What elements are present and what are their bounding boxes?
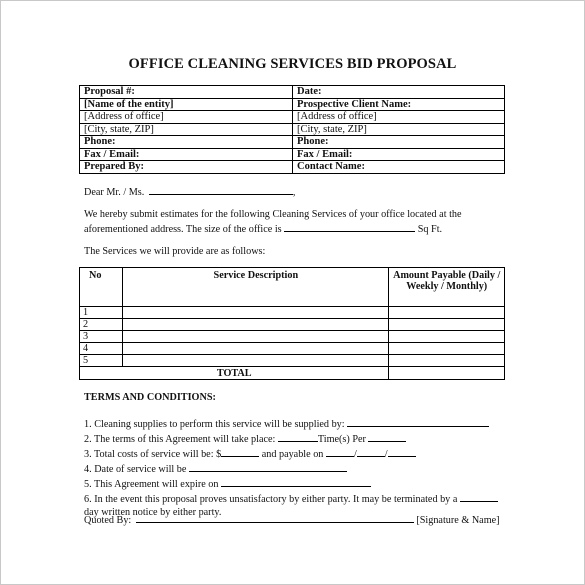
info-row bbox=[80, 86, 505, 99]
term-item-6-cont: day written notice by either party. bbox=[84, 506, 222, 518]
term-item-3: 3. Total costs of service will be: $ and payable on / / bbox=[84, 446, 514, 461]
header-no: No bbox=[80, 268, 123, 307]
salutation-comma: , bbox=[292, 187, 296, 198]
service-row-number: 3 bbox=[80, 331, 123, 343]
term-item-1: 1. Cleaning supplies to perform this service will be supplied by: bbox=[84, 416, 514, 431]
header-description: Service Description bbox=[123, 268, 389, 307]
info-row bbox=[80, 123, 505, 136]
info-row bbox=[80, 136, 505, 149]
info-row bbox=[80, 161, 505, 174]
terms-period-blank[interactable] bbox=[368, 431, 406, 442]
salutation-label: Dear Mr. / Ms. bbox=[84, 187, 145, 198]
total-row bbox=[80, 367, 505, 380]
info-row bbox=[80, 98, 505, 111]
intro-line-2 bbox=[84, 221, 442, 236]
intro-line-1: We hereby submit estimates for the following Cleaning Services of your office located at the bbox=[84, 209, 462, 220]
service-amount-cell[interactable] bbox=[389, 331, 505, 343]
payable-day-blank[interactable] bbox=[357, 446, 385, 457]
supplies-blank[interactable] bbox=[347, 416, 489, 427]
service-description-cell[interactable] bbox=[123, 343, 389, 355]
info-cell-left[interactable]: [Address of office] bbox=[80, 111, 293, 124]
info-cell-right[interactable]: Fax / Email: bbox=[293, 148, 505, 161]
info-cell-right[interactable]: Contact Name: bbox=[293, 161, 505, 174]
service-amount-cell[interactable] bbox=[389, 343, 505, 355]
terms-list bbox=[84, 416, 514, 519]
quoted-by-line bbox=[84, 512, 500, 527]
total-amount-cell[interactable] bbox=[389, 367, 505, 380]
service-description-cell[interactable] bbox=[123, 307, 389, 319]
terms-count-blank[interactable] bbox=[278, 431, 318, 442]
service-amount-cell[interactable] bbox=[389, 319, 505, 331]
service-description-cell[interactable] bbox=[123, 319, 389, 331]
service-row bbox=[80, 343, 505, 355]
intro-text: aforementioned address. The size of the office is bbox=[84, 224, 282, 235]
service-amount-cell[interactable] bbox=[389, 307, 505, 319]
notice-days-blank[interactable] bbox=[460, 491, 498, 502]
info-row bbox=[80, 111, 505, 124]
cost-blank[interactable] bbox=[221, 446, 259, 457]
quoted-by-blank[interactable] bbox=[136, 512, 414, 523]
service-row bbox=[80, 331, 505, 343]
info-cell-right[interactable]: [City, state, ZIP] bbox=[293, 123, 505, 136]
term-item-2: 2. The terms of this Agreement will take place: Time(s) Per bbox=[84, 431, 514, 446]
payable-month-blank[interactable] bbox=[326, 446, 354, 457]
service-row bbox=[80, 319, 505, 331]
header-amount: Amount Payable (Daily / Weekly / Monthly) bbox=[389, 268, 505, 307]
info-cell-left[interactable]: [Name of the entity] bbox=[80, 98, 293, 111]
service-row bbox=[80, 355, 505, 367]
info-cell-left[interactable]: [City, state, ZIP] bbox=[80, 123, 293, 136]
services-intro: The Services we will provide are as follows: bbox=[84, 246, 266, 257]
services-table bbox=[79, 267, 505, 380]
service-row bbox=[80, 307, 505, 319]
quoted-by-label: Quoted By: bbox=[84, 515, 132, 526]
recipient-name-blank[interactable] bbox=[149, 184, 293, 195]
term-item-4: 4. Date of service will be bbox=[84, 461, 514, 476]
info-cell-left[interactable]: Phone: bbox=[80, 136, 293, 149]
page-title: OFFICE CLEANING SERVICES BID PROPOSAL bbox=[128, 56, 457, 72]
info-cell-left[interactable]: Fax / Email: bbox=[80, 148, 293, 161]
office-size-unit: Sq Ft. bbox=[417, 224, 443, 235]
info-cell-right[interactable]: [Address of office] bbox=[293, 111, 505, 124]
info-cell-right[interactable]: Phone: bbox=[293, 136, 505, 149]
service-row-number: 2 bbox=[80, 319, 123, 331]
term-item-6: 6. In the event this proposal proves unsatisfactory by either party. It may be terminated by a bbox=[84, 491, 514, 506]
services-header-row bbox=[80, 268, 505, 307]
service-description-cell[interactable] bbox=[123, 355, 389, 367]
service-row-number: 5 bbox=[80, 355, 123, 367]
proposal-info-table bbox=[79, 85, 505, 174]
service-row-number: 4 bbox=[80, 343, 123, 355]
office-size-blank[interactable] bbox=[284, 221, 415, 232]
service-date-blank[interactable] bbox=[189, 461, 347, 472]
info-cell-right[interactable]: Prospective Client Name: bbox=[293, 98, 505, 111]
service-amount-cell[interactable] bbox=[389, 355, 505, 367]
service-row-number: 1 bbox=[80, 307, 123, 319]
info-cell-right[interactable]: Date: bbox=[293, 86, 505, 99]
expiry-date-blank[interactable] bbox=[221, 476, 371, 487]
info-cell-left[interactable]: Proposal #: bbox=[80, 86, 293, 99]
salutation-line bbox=[84, 184, 295, 199]
total-label: TOTAL bbox=[80, 367, 389, 380]
info-cell-left[interactable]: Prepared By: bbox=[80, 161, 293, 174]
info-row bbox=[80, 148, 505, 161]
payable-year-blank[interactable] bbox=[388, 446, 416, 457]
term-item-5: 5. This Agreement will expire on bbox=[84, 476, 514, 491]
signature-label: [Signature & Name] bbox=[416, 515, 500, 526]
service-description-cell[interactable] bbox=[123, 331, 389, 343]
terms-heading: TERMS AND CONDITIONS: bbox=[84, 392, 216, 403]
